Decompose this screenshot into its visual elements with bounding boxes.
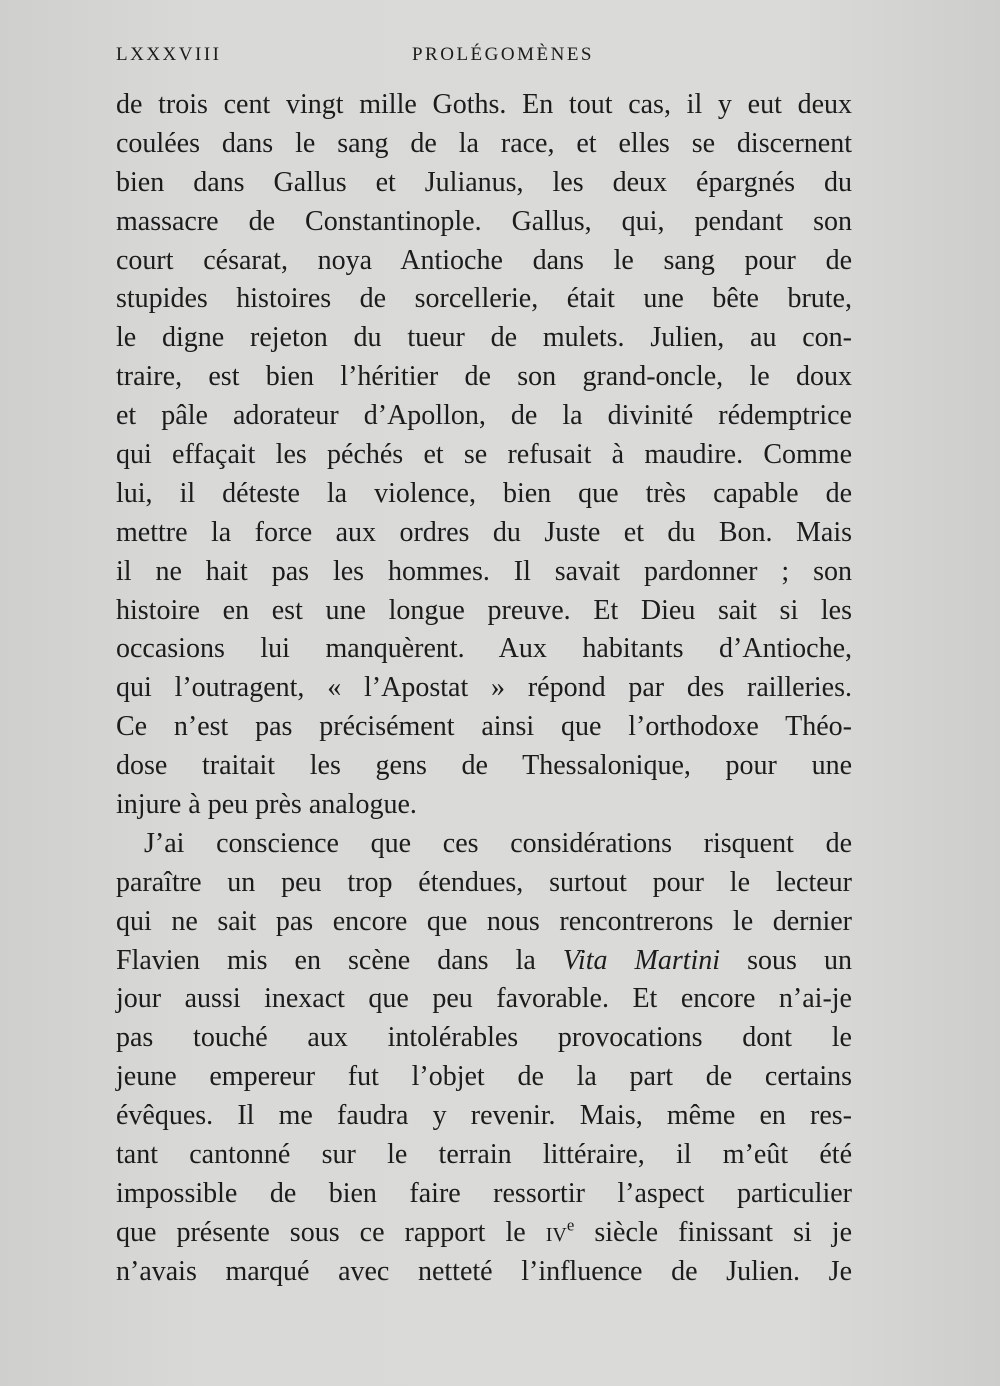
- text-line: histoire en est une longue preuve. Et Dieu sait si les: [116, 594, 852, 626]
- text-line: pas touché aux intolérables provocations dont le: [116, 1022, 852, 1054]
- century-numeral: iv: [545, 1216, 567, 1248]
- line-text-before: Flavien mis en scène dans la: [116, 944, 563, 976]
- text-line: dose traitait les gens de Thessalonique, pour une: [116, 750, 852, 782]
- text-line: stupides histoires de sorcellerie, était une bête brute,: [116, 283, 852, 315]
- page-header: [116, 44, 852, 74]
- line-text-before: que présente sous ce rapport le: [116, 1216, 546, 1248]
- text-line: traire, est bien l’héritier de son grand-oncle, le doux: [116, 361, 852, 393]
- superscript: e: [566, 1215, 575, 1235]
- text-line: coulées dans le sang de la race, et elles se discernent: [116, 127, 852, 159]
- body-text: [116, 86, 852, 1292]
- text-line: jeune empereur fut l’objet de la part de certains: [116, 1061, 852, 1093]
- text-line: tant cantonné sur le terrain littéraire, il m’eût été: [116, 1139, 852, 1171]
- text-line: bien dans Gallus et Julianus, les deux épargnés du: [116, 166, 852, 198]
- text-line: jour aussi inexact que peu favorable. Et encore n’ai-je: [116, 983, 852, 1015]
- running-title: PROLÉGOMÈNES: [411, 44, 594, 65]
- line-text-after: sous un: [720, 944, 852, 976]
- text-line: paraître un peu trop étendues, surtout pour le lecteur: [116, 866, 852, 898]
- italic-title: Vita Martini: [562, 944, 721, 976]
- text-line: massacre de Constantinople. Gallus, qui, pendant son: [116, 205, 852, 237]
- text-line: qui ne sait pas encore que nous rencontrerons le dernier: [116, 905, 852, 937]
- text-line: court césarat, noya Antioche dans le sang pour de: [116, 244, 852, 276]
- text-line: [116, 942, 852, 981]
- text-line: il ne hait pas les hommes. Il savait pardonner ; son: [116, 555, 852, 587]
- text-line: mettre la force aux ordres du Juste et du Bon. Mais: [116, 516, 852, 548]
- text-line: [116, 1214, 852, 1253]
- text-line: impossible de bien faire ressortir l’aspect particulier: [116, 1177, 852, 1209]
- text-line: n’avais marqué avec netteté l’influence de Julien. Je: [116, 1255, 852, 1287]
- text-line: qui l’outragent, « l’Apostat » répond par des railleries.: [116, 672, 852, 704]
- text-line: et pâle adorateur d’Apollon, de la divinité rédemptrice: [116, 400, 852, 432]
- page-number: LXXXVIII: [116, 44, 222, 65]
- paragraph-start-line: J’ai conscience que ces considérations risquent de: [144, 827, 852, 859]
- paragraph-end-line: injure à peu près analogue.: [116, 789, 417, 821]
- text-line: lui, il déteste la violence, bien que très capable de: [116, 477, 852, 509]
- text-line: occasions lui manquèrent. Aux habitants d’Antioche,: [116, 633, 852, 665]
- text-line: évêques. Il me faudra y revenir. Mais, même en res-: [116, 1100, 852, 1132]
- line-text-after: siècle finissant si je: [574, 1216, 853, 1248]
- text-line: le digne rejeton du tueur de mulets. Julien, au con-: [116, 322, 852, 354]
- text-line: de trois cent vingt mille Goths. En tout cas, il y eut deux: [116, 89, 852, 120]
- text-line: Ce n’est pas précisément ainsi que l’orthodoxe Théo-: [116, 711, 852, 743]
- text-line: qui effaçait les péchés et se refusait à maudire. Comme: [116, 439, 852, 471]
